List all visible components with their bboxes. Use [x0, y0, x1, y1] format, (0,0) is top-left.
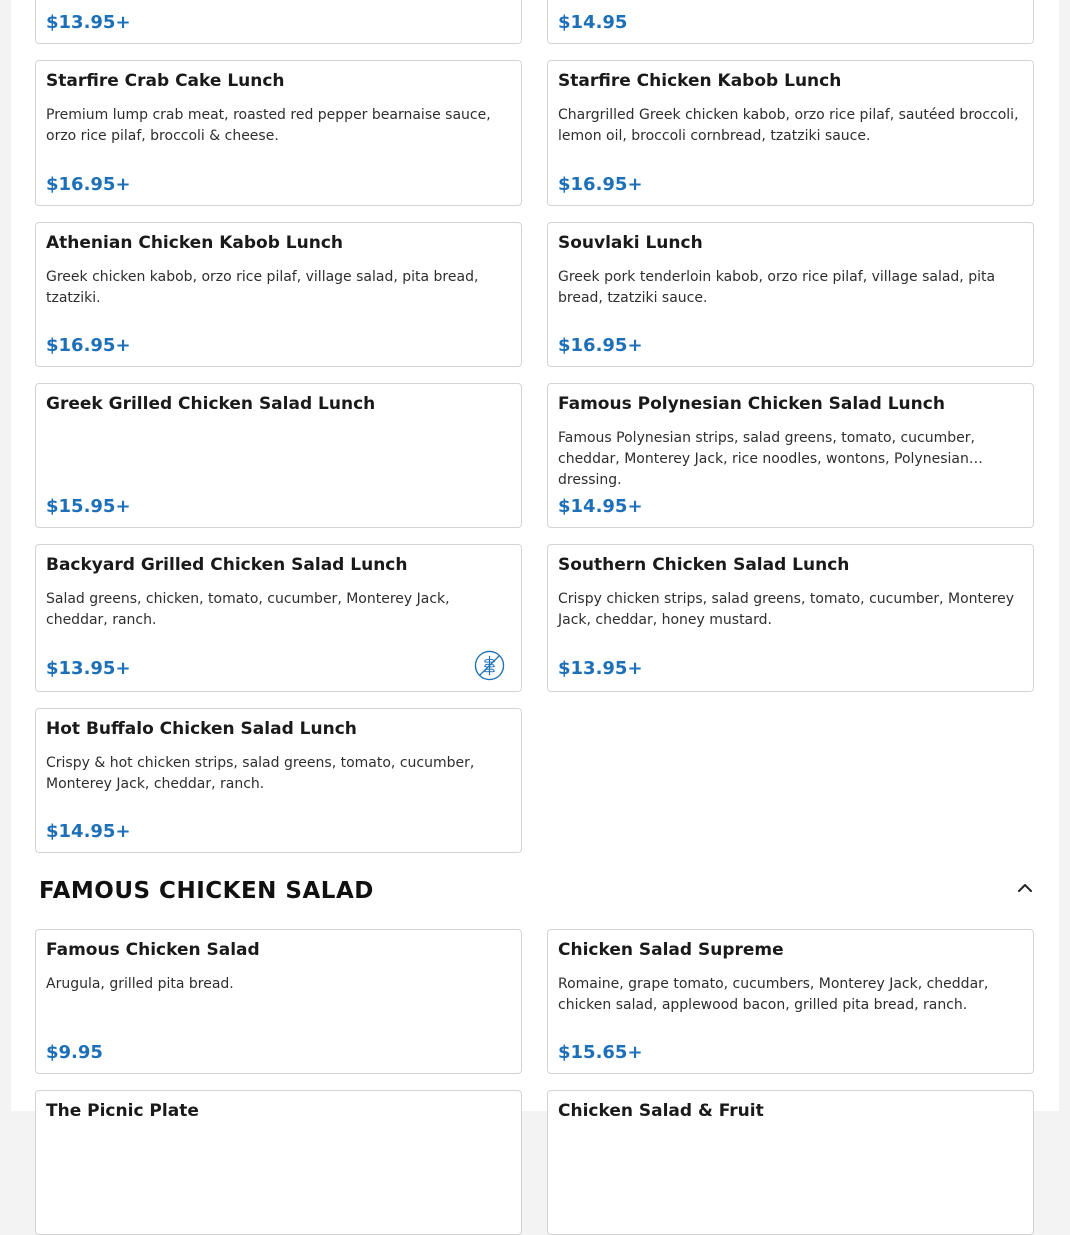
item-name: Southern Chicken Salad Lunch	[558, 555, 850, 575]
item-price: $13.95+	[558, 658, 643, 679]
item-name: Greek Grilled Chicken Salad Lunch	[46, 394, 376, 414]
item-price: $13.95+	[46, 658, 131, 679]
menu-item-card[interactable]	[547, 929, 1034, 1074]
item-description: Premium lump crab meat, roasted red pepper bearnaise sauce, orzo rice pilaf, broccoli & cheese.	[46, 107, 491, 144]
menu-item-card[interactable]	[547, 222, 1034, 367]
item-price: $9.95	[46, 1042, 103, 1063]
menu-item-card[interactable]	[35, 544, 522, 692]
menu-item-card[interactable]	[35, 708, 522, 853]
menu-item-card[interactable]	[547, 60, 1034, 206]
section-title: FAMOUS CHICKEN SALAD	[39, 878, 374, 904]
menu-item-card[interactable]	[35, 929, 522, 1074]
item-price: $16.95+	[558, 174, 643, 195]
menu-item-card[interactable]	[547, 383, 1034, 528]
menu-item-card[interactable]	[35, 0, 522, 44]
item-price: $14.95	[558, 12, 628, 33]
item-description: Salad greens, chicken, tomato, cucumber, Monterey Jack, cheddar, ranch.	[46, 591, 450, 628]
item-name: Athenian Chicken Kabob Lunch	[46, 233, 344, 253]
item-price: $13.95+	[46, 12, 131, 33]
item-name: Souvlaki Lunch	[558, 233, 703, 253]
item-name: Chicken Salad & Fruit	[558, 1101, 764, 1121]
gluten-free-icon	[474, 650, 505, 681]
item-price: $14.95+	[558, 496, 643, 517]
item-name: The Picnic Plate	[46, 1101, 199, 1121]
item-description: Chargrilled Greek chicken kabob, orzo rice pilaf, sautéed broccoli, lemon oil, broccoli cornbread, tzatziki sauce.	[558, 107, 1019, 144]
item-name: Hot Buffalo Chicken Salad Lunch	[46, 719, 357, 739]
item-description: Greek chicken kabob, orzo rice pilaf, village salad, pita bread, tzatziki.	[46, 269, 479, 306]
menu-page	[11, 0, 1059, 1121]
item-description: Crispy chicken strips, salad greens, tomato, cucumber, Monterey Jack, cheddar, honey mustard.	[558, 591, 1014, 628]
menu-item-card[interactable]	[35, 60, 522, 206]
menu-item-card[interactable]	[547, 544, 1034, 692]
item-name: Starfire Chicken Kabob Lunch	[558, 71, 842, 91]
item-name: Famous Polynesian Chicken Salad Lunch	[558, 394, 945, 414]
item-name: Chicken Salad Supreme	[558, 940, 784, 960]
item-description: Arugula, grilled pita bread.	[46, 976, 234, 992]
menu-item-card[interactable]	[547, 1090, 1034, 1235]
item-name: Starfire Crab Cake Lunch	[46, 71, 285, 91]
chevron-up-icon[interactable]	[1015, 878, 1035, 898]
item-price: $16.95+	[46, 174, 131, 195]
menu-item-card[interactable]	[35, 222, 522, 367]
menu-item-card[interactable]	[547, 0, 1034, 44]
item-name: Famous Chicken Salad	[46, 940, 260, 960]
menu-item-card[interactable]	[35, 1090, 522, 1235]
item-price: $16.95+	[558, 335, 643, 356]
item-name: Backyard Grilled Chicken Salad Lunch	[46, 555, 408, 575]
item-price: $16.95+	[46, 335, 131, 356]
item-price: $15.95+	[46, 496, 131, 517]
item-description: Romaine, grape tomato, cucumbers, Monterey Jack, cheddar, chicken salad, applewood bacon, grilled pita bread, ranch.	[558, 976, 989, 1013]
item-description: Famous Polynesian strips, salad greens, tomato, cucumber, cheddar, Monterey Jack, rice noodles, wontons, Polynesian dressing.	[558, 430, 975, 488]
item-price: $14.95+	[46, 821, 131, 842]
item-description: Greek pork tenderloin kabob, orzo rice pilaf, village salad, pita bread, tzatziki sauce.	[558, 269, 996, 306]
item-description: Crispy & hot chicken strips, salad greens, tomato, cucumber, Monterey Jack, cheddar, ranch.	[46, 755, 475, 792]
menu-item-card[interactable]	[35, 383, 522, 528]
item-price: $15.65+	[558, 1042, 643, 1063]
